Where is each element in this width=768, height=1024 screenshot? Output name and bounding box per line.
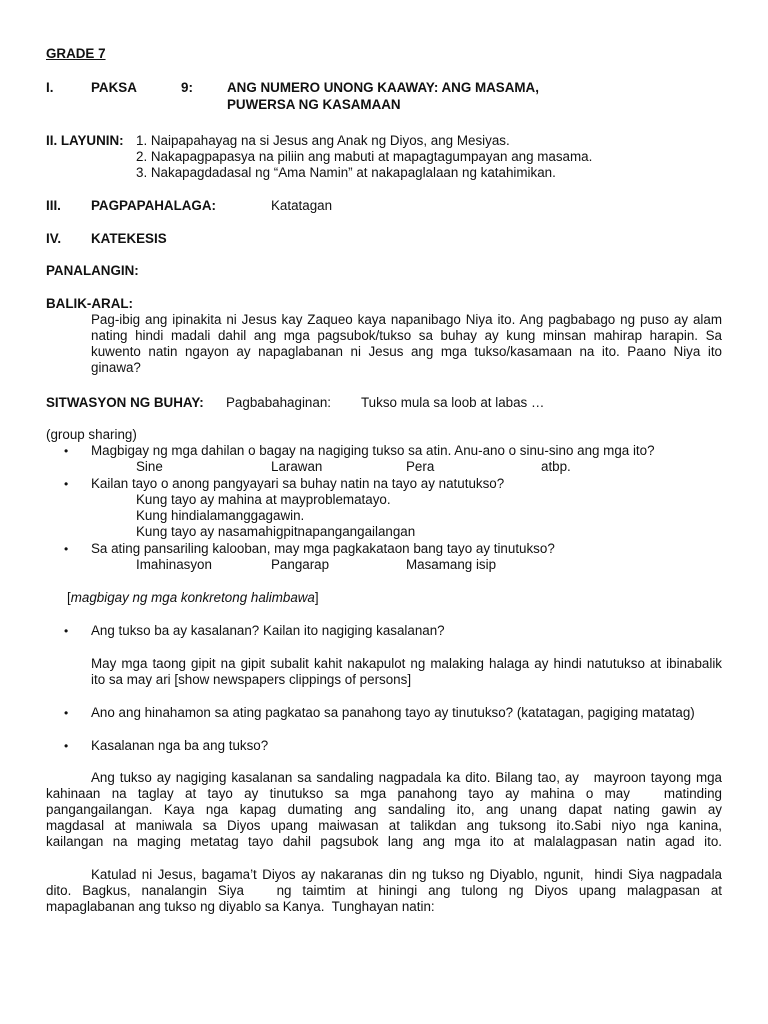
paragraph-line: Katulad ni Jesus, bagama’t Diyos ay nakaranas din ng tukso ng Diyablo, ngunit, hindi Siya nagpadala	[91, 867, 722, 882]
bullet-marker: •	[64, 624, 69, 638]
balik-aral-line: kuwento natin ngayon ay napaglabanan ni Jesus ang mga tukso/kasamaan na ito. Paano Niya ito	[91, 344, 722, 359]
sitwasyon-topic: Tukso mula sa loob at labas …	[361, 395, 545, 410]
bullet-marker: •	[64, 542, 69, 556]
question-4: Ang tukso ba ay kasalanan? Kailan ito nagiging kasalanan?	[91, 623, 445, 638]
pagpapahalaga-label: PAGPAPAHALAGA:	[91, 198, 216, 213]
paragraph-line: magdasal at maniwala sa Diyos upang maiwasan at talikdan ang tuksong ito.Sabi niyo nga kanina,	[46, 818, 722, 833]
paksa-label: PAKSA	[91, 80, 137, 95]
paragraph-line: dito. Bagkus, nanalangin Siya ng taimtim at hiningi ang tulong ng Diyos upang malagpasan at	[46, 883, 722, 898]
example-option: Masamang isip	[406, 557, 497, 572]
example-option: Sine	[136, 459, 163, 474]
paragraph-line: ito sa may ari [show newspapers clippings of persons]	[91, 672, 412, 687]
question-1: Magbigay ng mga dahilan o bagay na nagiging tukso sa atin. Anu-ano o sinu-sino ang mga ito?	[91, 443, 655, 458]
paksa-number: I.	[46, 80, 54, 95]
paragraph-line: May mga taong gipit na gipit subalit kahit nakapulot ng malaking halaga ay hindi natutukso at ibinabalik	[91, 656, 722, 671]
panalangin-heading: PANALANGIN:	[46, 263, 139, 278]
bullet-marker: •	[64, 706, 69, 720]
pagpapahalaga-value: Katatagan	[271, 198, 333, 213]
balik-aral-line: ginawa?	[91, 360, 141, 375]
pagpapahalaga-number: III.	[46, 198, 61, 213]
katekesis-label: KATEKESIS	[91, 231, 167, 246]
example-option: atbp.	[541, 459, 571, 474]
paragraph-line: Ang tukso ay nagiging kasalanan sa sandaling nagpadala ka dito. Bilang tao, ay mayroon tayong mga	[91, 770, 722, 785]
group-sharing-note: (group sharing)	[46, 427, 137, 442]
sitwasyon-activity: Pagbabahaginan:	[226, 395, 331, 410]
bullet-marker: •	[64, 477, 69, 491]
balik-aral-line: Pag-ibig ang ipinakita ni Jesus kay Zaqueo kaya napanibago Niya ito. Ang pagbabago ng puso ay alam	[91, 312, 722, 327]
grade-heading: GRADE 7	[46, 46, 106, 61]
example-option: Pera	[406, 459, 435, 474]
example-option: Larawan	[271, 459, 323, 474]
answer-line: Kung tayo ay nasamahigpitnapangangailangan	[136, 524, 416, 539]
layunin-item: 2. Nakapagpapasya na piliin ang mabuti at mapagtagumpayan ang masama.	[136, 149, 593, 164]
example-option: Imahinasyon	[136, 557, 212, 572]
question-6: Kasalanan nga ba ang tukso?	[91, 738, 269, 753]
instruction-note: [magbigay ng mga konkretong halimbawa]	[67, 590, 319, 605]
paragraph-line: kailangan na maging metatag tayo dahil pagsubok lang ang mga ito at malalagpasan natin agad ito.	[46, 834, 722, 849]
balik-aral-heading: BALIK-ARAL:	[46, 296, 134, 311]
layunin-item: 1. Naipapahayag na si Jesus ang Anak ng Diyos, ang Mesiyas.	[136, 133, 510, 148]
paragraph-line: pangangailangan. Kaya nga kapag dumating ang sandaling ito, ang unang dapat nating gawin ay	[46, 802, 722, 817]
paragraph-line: mapaglabanan ang tukso ng diyablo sa Kanya. Tunghayan natin:	[46, 899, 435, 914]
paksa-lesson-number: 9:	[181, 80, 193, 95]
question-2: Kailan tayo o anong pangyayari sa buhay natin na tayo ay natutukso?	[91, 476, 505, 491]
answer-line: Kung tayo ay mahina at mayproblematayo.	[136, 492, 391, 507]
layunin-label: II. LAYUNIN:	[46, 133, 124, 148]
bullet-marker: •	[64, 739, 69, 753]
instruction-note-text: magbigay ng mga konkretong halimbawa	[70, 590, 315, 605]
layunin-item: 3. Nakapagdadasal ng “Ama Namin” at nakapaglalaan ng katahimikan.	[136, 165, 556, 180]
answer-line: Kung hindialamanggagawin.	[136, 508, 305, 523]
paksa-title-line1: ANG NUMERO UNONG KAAWAY: ANG MASAMA,	[227, 80, 539, 95]
sitwasyon-heading: SITWASYON NG BUHAY:	[46, 395, 204, 410]
katekesis-number: IV.	[46, 231, 62, 246]
question-3: Sa ating pansariling kalooban, may mga pagkakataon bang tayo ay tinutukso?	[91, 541, 555, 556]
question-5: Ano ang hinahamon sa ating pagkatao sa panahong tayo ay tinutukso? (katatagan, pagiging matatag)	[91, 705, 695, 720]
balik-aral-line: nating hindi madali dahil ang mga pagsubok/tukso sa buhay ay kung minsan mahirap harapin. Sa	[91, 328, 722, 343]
bullet-marker: •	[64, 444, 69, 458]
paragraph-line: kahinaan na taglay at tayo ay tinutukso sa mga panahong tayo ay mahina o may matinding	[46, 786, 722, 801]
example-option: Pangarap	[271, 557, 330, 572]
paksa-title-line2: PUWERSA NG KASAMAAN	[227, 97, 401, 112]
